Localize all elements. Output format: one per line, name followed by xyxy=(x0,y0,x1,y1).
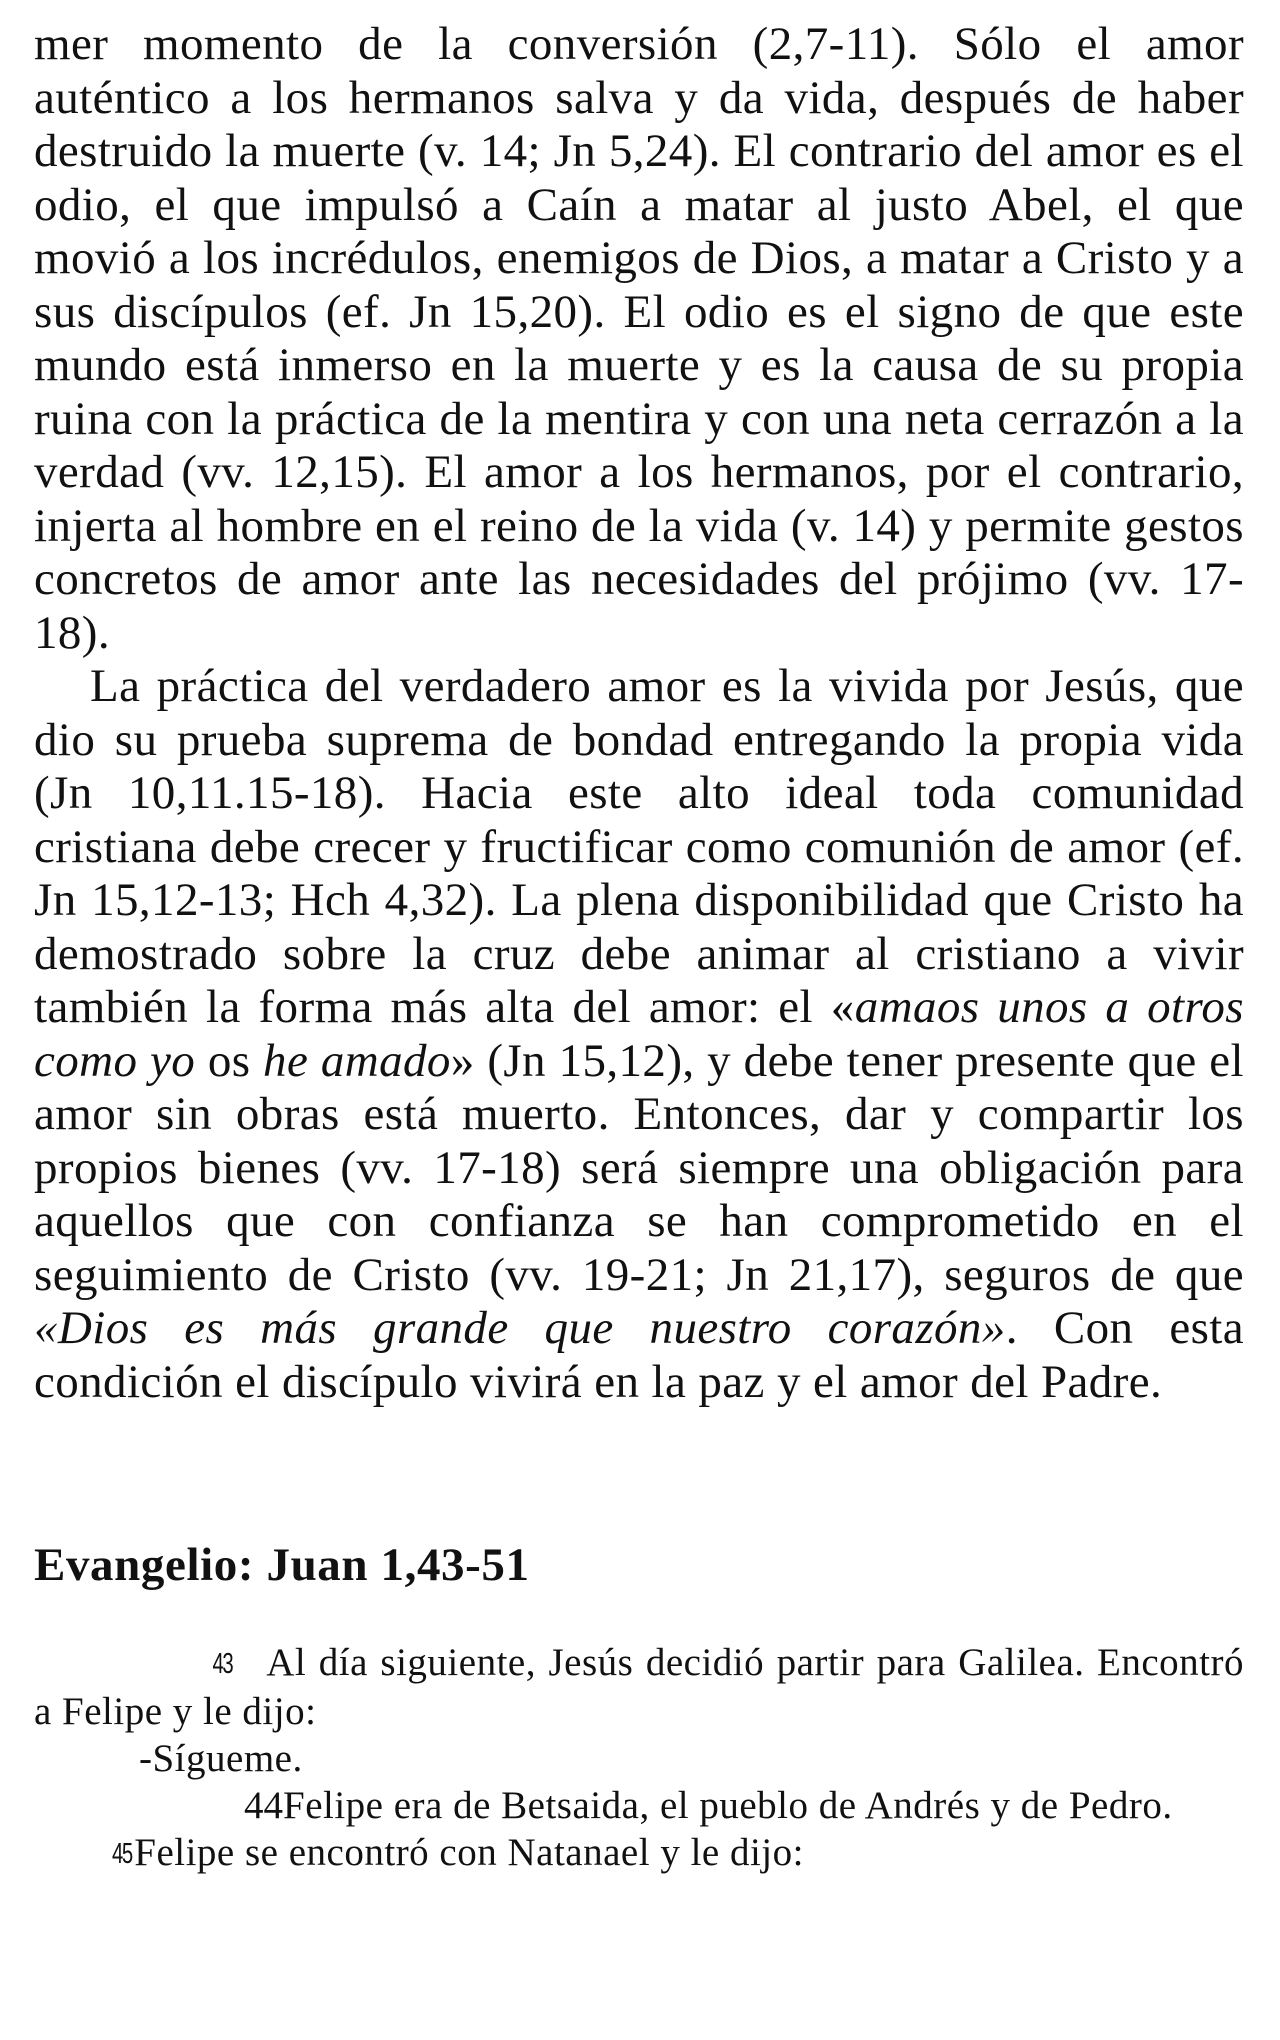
quote-close: » xyxy=(450,1034,475,1087)
verse-43-reply xyxy=(34,1735,1244,1782)
section-heading: Evangelio: Juan 1,43-51 xyxy=(34,1539,530,1591)
quote-open: « xyxy=(830,981,855,1033)
verse-number-43: 43 xyxy=(212,1648,233,1680)
page xyxy=(34,18,1244,1878)
verse-43 xyxy=(34,1639,1244,1735)
commentary-paragraph-2 xyxy=(34,660,1244,1409)
paragraph-2-part-3: . Con esta condición el discípulo vivirá en la paz y el amor del Padre. xyxy=(34,1302,1244,1408)
verse-number-45: 45 xyxy=(112,1838,132,1870)
quote-dios-es-mas-grande: «Dios es más grande que nuestro corazón» xyxy=(34,1302,1006,1354)
verse-45 xyxy=(34,1829,1244,1878)
quote-amaos: amaos unos a otros como yo xyxy=(34,981,1244,1087)
paragraph-2-part-1: La práctica del verdadero amor es la vivida por Jesús, que dio su prueba suprema de bondad entregando la propia vida (Jn 10,11.15-18). Hacia este alto ideal toda comunidad cristiana debe crecer y fructificar como comunión de amor (ef. Jn 15,12-13; Hch 4,32). La plena disponibilidad que Cristo ha demostrado sobre la cruz debe animar al cristiano a vivir también la forma más alta del amor: el xyxy=(34,660,1244,1033)
quote-mid: os xyxy=(195,1034,264,1087)
paragraph-2-part-2: (Jn 15,12), y debe tener presente que el amor sin obras está muerto. Entonces, dar y compartir los propios bienes (vv. 17-18) será siempre una obligación para aquellos que con confianza se han comprometido en el seguimiento de Cristo (vv. 19-21; Jn 21,17), seguros de que xyxy=(34,1034,1244,1301)
verse-44-text: Felipe era de Betsaida, el pueblo de Andrés y de Pedro. xyxy=(283,1784,1173,1827)
quote-he-amado: he amado xyxy=(263,1034,451,1087)
verse-44 xyxy=(34,1782,1244,1829)
verse-number-44: 44 xyxy=(244,1784,283,1827)
verse-45-text: Felipe se encontró con Natanael y le dijo: xyxy=(134,1831,804,1874)
verse-43-text: Al día siguiente, Jesús decidió partir para Galilea. Encontró a Felipe y le dijo: xyxy=(34,1641,1244,1733)
paragraph-1-text: mer momento de la conversión (2,7-11). Sólo el amor auténtico a los hermanos salva y da vida, después de haber destruido la muerte (v. 14; Jn 5,24). El contrario del amor es el odio, el que impulsó a Caín a matar al justo Abel, el que movió a los incrédulos, enemigos de Dios, a matar a Cristo y a sus discípulos (ef. Jn 15,20). El odio es el signo de que este mundo está inmerso en la muerte y es la causa de su propia ruina con la práctica de la mentira y con una neta cerrazón a la verdad (vv. 12,15). El amor a los hermanos, por el contrario, injerta al hombre en el reino de la vida (v. 14) y permite gestos concretos de amor ante las necesidades del prójimo (vv. 17-18). xyxy=(34,18,1244,659)
commentary-paragraph-1 xyxy=(34,18,1244,660)
verse-43-reply-text: -Sígueme. xyxy=(139,1737,303,1780)
gospel-text xyxy=(34,1639,1244,1878)
